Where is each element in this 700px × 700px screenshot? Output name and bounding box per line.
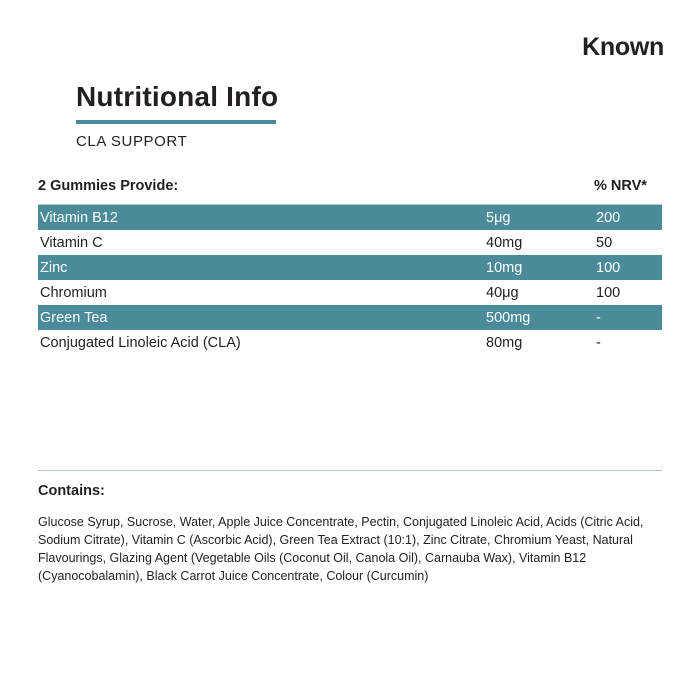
row-nutrient-name: Vitamin B12: [40, 209, 118, 226]
table-row: [38, 305, 662, 330]
table-row: [38, 280, 662, 305]
ingredients-text: Glucose Syrup, Sucrose, Water, Apple Juice Concentrate, Pectin, Conjugated Linoleic Acid, Acids (Citric Acid, Sodium Citrate), Vitamin C (Ascorbic Acid), Green Tea Extract (10:1), Zinc Citrate, Chromium Yeast, Natural Flavourings, Glazing Agent (Vegetable Oils (Coconut Oil, Canola Oil), Carnauba Wax), Vitamin B12 (Cyanocobalamin), Black Carrot Juice Concentrate, Colour (Curcumin): [38, 515, 644, 584]
row-nutrient-name: Zinc: [40, 259, 68, 276]
row-nrv: 200: [596, 209, 621, 226]
row-nrv: -: [596, 309, 601, 326]
row-amount: 80mg: [486, 334, 523, 351]
row-nrv: 50: [596, 234, 613, 251]
table-body: [38, 205, 662, 355]
row-nutrient-name: Conjugated Linoleic Acid (CLA): [40, 334, 241, 351]
row-nutrient-name: Green Tea: [40, 309, 108, 326]
table-header-row: [38, 178, 662, 204]
title-block: [76, 80, 278, 124]
page-title: Nutritional Info: [76, 81, 279, 112]
table-row: [38, 230, 662, 255]
row-amount: 40mg: [486, 234, 523, 251]
table-row: [38, 205, 662, 230]
row-amount: 10mg: [486, 259, 523, 276]
row-nutrient-name: Chromium: [40, 284, 107, 301]
row-amount: 5μg: [486, 209, 511, 226]
title-underline: [76, 120, 276, 124]
contains-title: Contains:: [38, 483, 105, 499]
brand-logo: Known: [582, 33, 664, 61]
row-nrv: 100: [596, 284, 621, 301]
table-row: [38, 330, 662, 355]
row-nrv: 100: [596, 259, 621, 276]
row-nrv: -: [596, 334, 601, 351]
row-nutrient-name: Vitamin C: [40, 234, 103, 251]
column-header-name: 2 Gummies Provide:: [38, 178, 179, 194]
table-row: [38, 255, 662, 280]
row-amount: 500mg: [486, 309, 531, 326]
contains-divider: [38, 470, 662, 471]
contains-section: [38, 470, 662, 586]
nutrition-table: [38, 178, 662, 355]
page-subtitle: CLA SUPPORT: [76, 133, 188, 150]
row-amount: 40μg: [486, 284, 519, 301]
column-header-nrv: % NRV*: [594, 178, 647, 194]
